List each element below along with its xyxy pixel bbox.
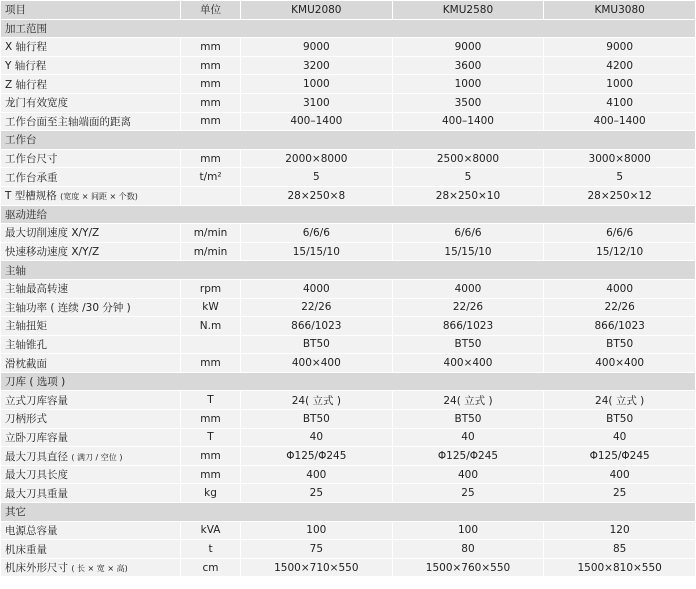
header-model-2: KMU2580 <box>392 1 544 20</box>
header-unit: 单位 <box>181 1 241 20</box>
table-row <box>1 38 696 57</box>
row-value-model-1: 28×250×8 <box>241 186 393 205</box>
row-unit: kg <box>181 484 241 503</box>
row-value-model-3: 4100 <box>544 93 696 112</box>
row-value-model-3: 4200 <box>544 56 696 75</box>
row-value-model-3: 1500×810×550 <box>544 558 696 577</box>
row-name-text: 主轴最高转速 <box>5 283 68 296</box>
row-value-model-2: 24( 立式 ) <box>392 391 544 410</box>
row-value-model-3: 15/12/10 <box>544 242 696 261</box>
row-unit: rpm <box>181 279 241 298</box>
row-value-model-1: 400 <box>241 465 393 484</box>
row-name-text: 工作台承重 <box>5 171 58 184</box>
section-title: 驱动进给 <box>1 205 696 224</box>
row-value-model-3: 40 <box>544 428 696 447</box>
row-name-note: (宽度 × 间距 × 个数) <box>60 192 138 202</box>
row-value-model-3: 1000 <box>544 75 696 94</box>
section-row <box>1 372 696 391</box>
row-name <box>1 56 181 75</box>
table-header-row <box>1 1 696 20</box>
table-row <box>1 428 696 447</box>
row-value-model-2: 25 <box>392 484 544 503</box>
table-row <box>1 354 696 373</box>
section-title: 主轴 <box>1 261 696 280</box>
row-value-model-3: 5 <box>544 168 696 187</box>
row-unit: kW <box>181 298 241 317</box>
row-name-text: 工作台尺寸 <box>5 153 58 166</box>
table-row <box>1 298 696 317</box>
table-row <box>1 75 696 94</box>
table-row <box>1 447 696 466</box>
section-row <box>1 261 696 280</box>
row-name-text: 主轴功率 ( 连续 /30 分钟 ) <box>5 301 131 314</box>
row-value-model-3: 22/26 <box>544 298 696 317</box>
row-name-text: 滑枕截面 <box>5 357 47 370</box>
row-value-model-3: 400–1400 <box>544 112 696 131</box>
row-unit: mm <box>181 447 241 466</box>
row-value-model-3: 9000 <box>544 38 696 57</box>
row-value-model-1: 22/26 <box>241 298 393 317</box>
row-name <box>1 428 181 447</box>
row-unit: mm <box>181 410 241 429</box>
row-value-model-2: 80 <box>392 540 544 559</box>
row-name <box>1 484 181 503</box>
row-value-model-3: 24( 立式 ) <box>544 391 696 410</box>
row-name-text: 主轴扭矩 <box>5 320 47 333</box>
row-name-text: Z 轴行程 <box>5 78 48 91</box>
row-name <box>1 38 181 57</box>
row-unit: m/min <box>181 242 241 261</box>
row-value-model-2: 6/6/6 <box>392 224 544 243</box>
row-value-model-1: 400×400 <box>241 354 393 373</box>
row-name-text: 机床重量 <box>5 543 47 556</box>
row-name-note: ( 满刀 / 空位 ) <box>71 452 123 462</box>
row-value-model-2: 866/1023 <box>392 317 544 336</box>
row-value-model-3: 6/6/6 <box>544 224 696 243</box>
row-name-text: Y 轴行程 <box>5 60 47 73</box>
row-value-model-3: 400 <box>544 465 696 484</box>
row-value-model-2: 22/26 <box>392 298 544 317</box>
row-unit: kVA <box>181 521 241 540</box>
section-row <box>1 503 696 522</box>
row-name <box>1 558 181 577</box>
row-name-text: 立式刀库容量 <box>5 394 68 407</box>
header-item: 项目 <box>1 1 181 20</box>
row-name-text: 机床外形尺寸 <box>5 562 68 575</box>
row-value-model-1: 4000 <box>241 279 393 298</box>
table-row <box>1 224 696 243</box>
row-unit: mm <box>181 465 241 484</box>
table-row <box>1 558 696 577</box>
row-value-model-1: 1000 <box>241 75 393 94</box>
section-title: 加工范围 <box>1 19 696 38</box>
table-row <box>1 242 696 261</box>
row-value-model-1: 866/1023 <box>241 317 393 336</box>
row-unit: mm <box>181 112 241 131</box>
table-row <box>1 279 696 298</box>
row-value-model-1: 2000×8000 <box>241 149 393 168</box>
row-name <box>1 447 181 466</box>
row-name-text: X 轴行程 <box>5 41 48 54</box>
row-unit: mm <box>181 149 241 168</box>
row-value-model-2: 40 <box>392 428 544 447</box>
table-row <box>1 410 696 429</box>
row-unit: t <box>181 540 241 559</box>
table-row <box>1 484 696 503</box>
section-row <box>1 205 696 224</box>
row-name <box>1 521 181 540</box>
row-unit: mm <box>181 75 241 94</box>
row-value-model-1: 1500×710×550 <box>241 558 393 577</box>
row-value-model-2: 9000 <box>392 38 544 57</box>
row-name-text: 最大刀具长度 <box>5 469 68 482</box>
row-name-text: 刀柄形式 <box>5 413 47 426</box>
table-row <box>1 521 696 540</box>
table-row <box>1 465 696 484</box>
table-row <box>1 56 696 75</box>
table-row <box>1 149 696 168</box>
row-value-model-2: 3500 <box>392 93 544 112</box>
row-name <box>1 540 181 559</box>
row-value-model-1: 3100 <box>241 93 393 112</box>
row-value-model-2: 1000 <box>392 75 544 94</box>
row-value-model-1: Φ125/Φ245 <box>241 447 393 466</box>
row-value-model-1: 24( 立式 ) <box>241 391 393 410</box>
row-value-model-3: BT50 <box>544 410 696 429</box>
row-value-model-2: 15/15/10 <box>392 242 544 261</box>
table-row <box>1 540 696 559</box>
row-unit: m/min <box>181 224 241 243</box>
row-unit: T <box>181 391 241 410</box>
row-name <box>1 242 181 261</box>
row-name <box>1 149 181 168</box>
row-unit: N.m <box>181 317 241 336</box>
row-unit: mm <box>181 38 241 57</box>
row-name <box>1 317 181 336</box>
row-value-model-1: 6/6/6 <box>241 224 393 243</box>
row-value-model-1: 40 <box>241 428 393 447</box>
spec-body <box>1 19 696 577</box>
row-name-text: 龙门有效宽度 <box>5 97 68 110</box>
row-name-text: 最大刀具重量 <box>5 487 68 500</box>
row-value-model-3: 866/1023 <box>544 317 696 336</box>
row-name-text: 最大切削速度 X/Y/Z <box>5 227 100 240</box>
table-row <box>1 186 696 205</box>
row-unit: cm <box>181 558 241 577</box>
row-value-model-3: 3000×8000 <box>544 149 696 168</box>
section-row <box>1 19 696 38</box>
row-unit: mm <box>181 354 241 373</box>
row-name <box>1 391 181 410</box>
row-unit: mm <box>181 93 241 112</box>
row-unit: mm <box>181 56 241 75</box>
row-name-text: 立卧刀库容量 <box>5 431 68 444</box>
row-name-text: 主轴锥孔 <box>5 338 47 351</box>
table-row <box>1 335 696 354</box>
row-name <box>1 279 181 298</box>
row-value-model-2: 400×400 <box>392 354 544 373</box>
row-name <box>1 410 181 429</box>
row-name-text: 电源总容量 <box>5 524 58 537</box>
row-value-model-3: 120 <box>544 521 696 540</box>
row-value-model-2: 400–1400 <box>392 112 544 131</box>
row-unit <box>181 335 241 354</box>
row-value-model-2: 100 <box>392 521 544 540</box>
row-value-model-2: 5 <box>392 168 544 187</box>
row-name <box>1 335 181 354</box>
row-name <box>1 75 181 94</box>
row-value-model-2: BT50 <box>392 335 544 354</box>
table-row <box>1 317 696 336</box>
row-unit <box>181 186 241 205</box>
row-value-model-3: Φ125/Φ245 <box>544 447 696 466</box>
row-value-model-1: 25 <box>241 484 393 503</box>
row-value-model-2: 2500×8000 <box>392 149 544 168</box>
table-row <box>1 391 696 410</box>
row-unit: t/m² <box>181 168 241 187</box>
row-name <box>1 354 181 373</box>
row-name <box>1 465 181 484</box>
row-value-model-2: 28×250×10 <box>392 186 544 205</box>
row-name <box>1 298 181 317</box>
header-model-1: KMU2080 <box>241 1 393 20</box>
section-title: 其它 <box>1 503 696 522</box>
header-model-3: KMU3080 <box>544 1 696 20</box>
row-value-model-1: BT50 <box>241 410 393 429</box>
table-row <box>1 168 696 187</box>
row-value-model-2: BT50 <box>392 410 544 429</box>
row-name <box>1 93 181 112</box>
row-value-model-1: 75 <box>241 540 393 559</box>
table-row <box>1 93 696 112</box>
row-value-model-1: 5 <box>241 168 393 187</box>
row-value-model-1: 9000 <box>241 38 393 57</box>
section-row <box>1 131 696 150</box>
row-value-model-1: 100 <box>241 521 393 540</box>
row-value-model-3: BT50 <box>544 335 696 354</box>
row-unit: T <box>181 428 241 447</box>
table-row <box>1 112 696 131</box>
row-value-model-3: 85 <box>544 540 696 559</box>
row-value-model-1: 15/15/10 <box>241 242 393 261</box>
row-name <box>1 168 181 187</box>
row-value-model-2: Φ125/Φ245 <box>392 447 544 466</box>
row-value-model-3: 28×250×12 <box>544 186 696 205</box>
section-title: 工作台 <box>1 131 696 150</box>
row-value-model-1: 400–1400 <box>241 112 393 131</box>
row-value-model-2: 4000 <box>392 279 544 298</box>
row-name-text: 最大刀具直径 <box>5 450 68 463</box>
row-name-text: T 型槽规格 <box>5 190 57 203</box>
row-value-model-1: 3200 <box>241 56 393 75</box>
row-value-model-2: 400 <box>392 465 544 484</box>
row-value-model-3: 25 <box>544 484 696 503</box>
row-name <box>1 112 181 131</box>
row-name-text: 工作台面至主轴端面的距离 <box>5 115 131 128</box>
row-value-model-3: 4000 <box>544 279 696 298</box>
row-value-model-2: 3600 <box>392 56 544 75</box>
row-name-note: ( 长 × 宽 × 高) <box>71 564 128 574</box>
row-name <box>1 224 181 243</box>
row-value-model-1: BT50 <box>241 335 393 354</box>
row-value-model-2: 1500×760×550 <box>392 558 544 577</box>
row-value-model-3: 400×400 <box>544 354 696 373</box>
section-title: 刀库 ( 选项 ) <box>1 372 696 391</box>
row-name-text: 快速移动速度 X/Y/Z <box>5 246 100 259</box>
row-name <box>1 186 181 205</box>
